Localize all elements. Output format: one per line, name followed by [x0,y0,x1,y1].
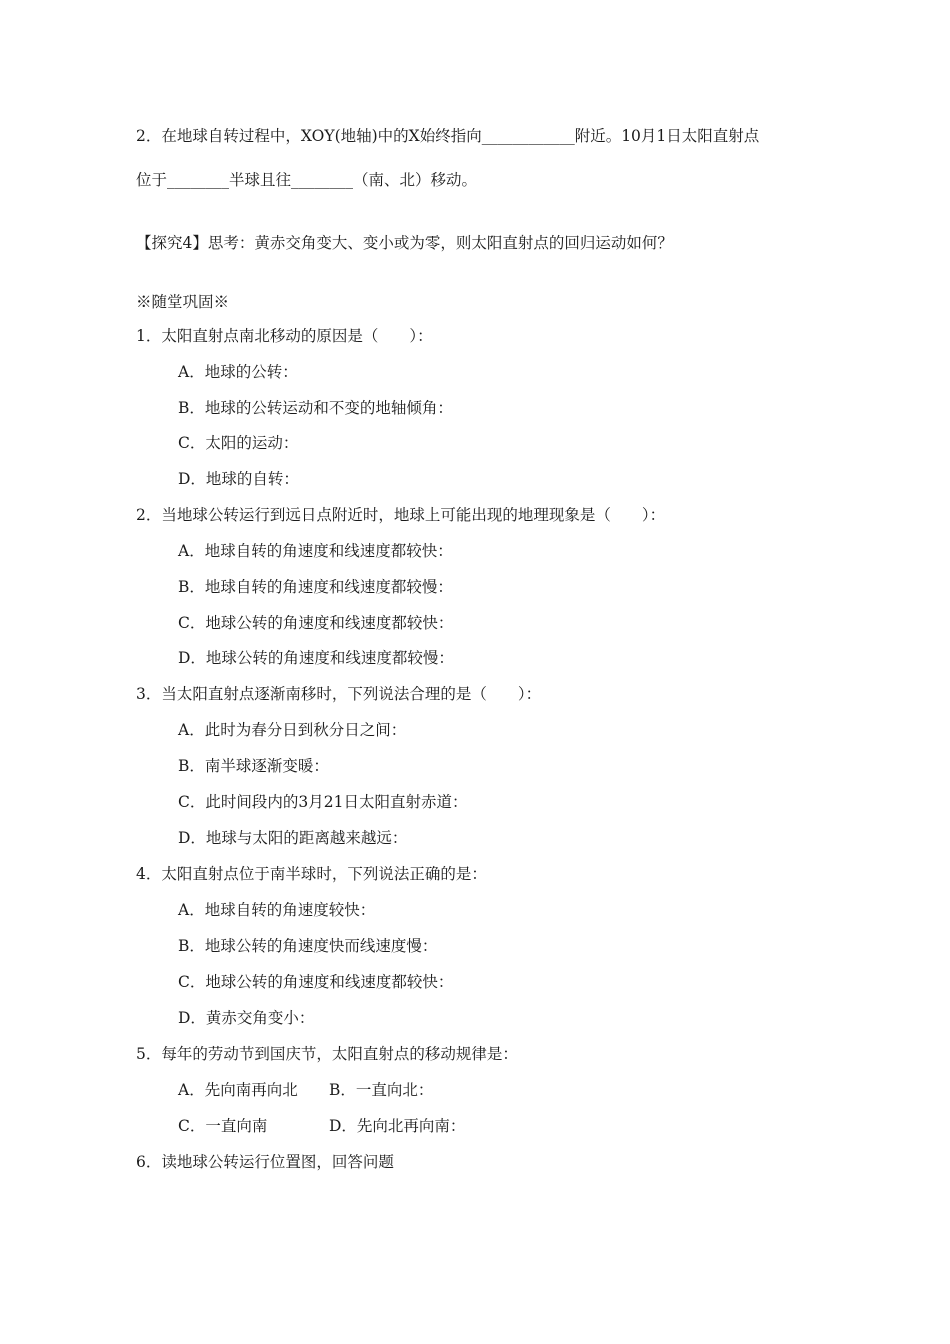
question-2-stem: 2．当地球公转运行到远日点附近时，地球上可能出现的地理现象是（ ）： [136,506,666,524]
question-1-stem: 1．太阳直射点南北移动的原因是（ ）： [136,327,433,345]
question-4-option-b: B．地球公转的角速度快而线速度慢： [178,937,438,955]
question-3-stem: 3．当太阳直射点逐渐南移时，下列说法合理的是（ ）： [136,685,542,703]
question-3-option-b: B．南半球逐渐变暖： [178,757,329,775]
section-title: ※随堂巩固※ [136,293,230,311]
question-3-option-d: D．地球与太阳的距离越来越远： [178,829,408,847]
question-2-option-c: C．地球公转的角速度和线速度都较快： [178,614,454,632]
question-4-stem: 4．太阳直射点位于南半球时，下列说法正确的是： [136,865,487,883]
intro-question-line-1: 2．在地球自转过程中，XOY(地轴)中的X始终指向____________附近。10月1日太阳直射点 [136,127,760,145]
question-4-option-c: C．地球公转的角速度和线速度都较快： [178,973,454,991]
question-2-option-b: B．地球自转的角速度和线速度都较慢： [178,578,453,596]
explore-4-prompt: 【探究4】思考：黄赤交角变大、变小或为零，则太阳直射点的回归运动如何？ [136,234,673,252]
question-4-option-d: D．黄赤交角变小： [178,1009,315,1027]
question-2-option-a: A．地球自转的角速度和线速度都较快： [178,542,453,560]
question-4-option-a: A．地球自转的角速度较快： [178,901,376,919]
question-3-option-a: A．此时为春分日到秋分日之间： [178,721,407,739]
intro-question-line-2: 位于________半球且往________（南、北）移动。 [136,171,478,189]
question-1-option-c: C．太阳的运动： [178,434,299,452]
question-5-option-b: B．一直向北： [329,1081,434,1099]
question-1-option-a: A．地球的公转： [178,363,298,381]
question-5-option-c: C．一直向南 [178,1117,268,1135]
question-1-option-b: B．地球的公转运动和不变的地轴倾角： [178,399,453,417]
question-5-stem: 5．每年的劳动节到国庆节，太阳直射点的移动规律是： [136,1045,518,1063]
question-3-option-c: C．此时间段内的3月21日太阳直射赤道： [178,793,468,811]
question-2-option-d: D．地球公转的角速度和线速度都较慢： [178,649,454,667]
question-1-option-d: D．地球的自转： [178,470,299,488]
question-5-option-d: D．先向北再向南： [329,1117,466,1135]
question-6-stem: 6．读地球公转运行位置图，回答问题 [136,1153,394,1171]
question-5-option-a: A．先向南再向北 [178,1081,298,1099]
